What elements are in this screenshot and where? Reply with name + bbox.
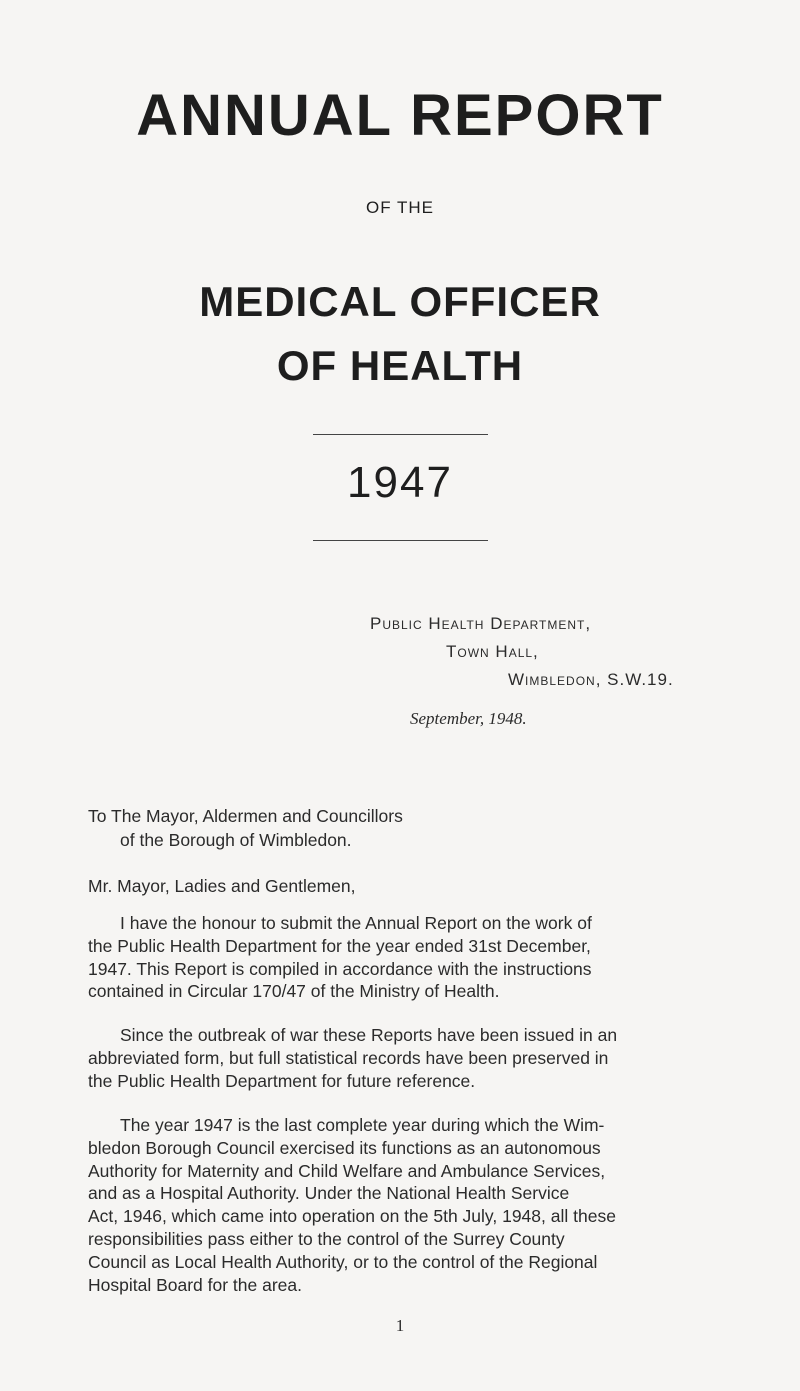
address-department: Public Health Department,	[370, 614, 592, 633]
paragraph-line: the Public Health Department for future reference.	[88, 1070, 476, 1091]
recipient-line-2: of the Borough of Wimbledon.	[120, 830, 352, 850]
paragraph-1	[88, 912, 736, 1003]
paragraph-line: The year 1947 is the last complete year during which the Wim-	[120, 1115, 605, 1135]
divider-bottom	[313, 540, 488, 541]
paragraph-line: I have the honour to submit the Annual Report on the work of	[120, 913, 592, 933]
paragraph-line: Hospital Board for the area.	[88, 1274, 303, 1295]
report-title: ANNUAL REPORT	[136, 83, 664, 148]
title-connector: OF THE	[365, 198, 435, 217]
paragraph-line: Act, 1946, which came into operation on the 5th July, 1948, all these	[88, 1206, 616, 1227]
paragraph-line: abbreviated form, but full statistical records have been preserved in	[88, 1047, 609, 1068]
paragraph-line: bledon Borough Council exercised its functions as an autonomous	[88, 1137, 601, 1158]
page-number: 1	[395, 1316, 405, 1335]
paragraph-line: the Public Health Department for the year ended 31st December,	[88, 935, 591, 956]
divider-top	[313, 434, 488, 435]
paragraph-line: and as a Hospital Authority. Under the National Health Service	[88, 1183, 570, 1204]
paragraph-3	[88, 1114, 736, 1296]
recipient-line-1: To The Mayor, Aldermen and Councillors	[88, 806, 403, 826]
paragraph-line: contained in Circular 170/47 of the Ministry of Health.	[88, 981, 500, 1002]
paragraph-line: Council as Local Health Authority, or to the control of the Regional	[88, 1251, 598, 1272]
paragraph-line: Since the outbreak of war these Reports have been issued in an	[120, 1025, 618, 1045]
salutation: Mr. Mayor, Ladies and Gentlemen,	[88, 876, 356, 896]
subtitle-line-2: OF HEALTH	[276, 342, 524, 389]
subtitle-line-1: MEDICAL OFFICER	[199, 278, 601, 325]
address-town: Wimbledon, S.W.19.	[508, 670, 674, 689]
paragraph-line: responsibilities pass either to the control of the Surrey County	[88, 1228, 565, 1249]
paragraph-line: 1947. This Report is compiled in accordance with the instructions	[88, 958, 592, 979]
report-year: 1947	[347, 458, 453, 507]
letter-date: September, 1948.	[410, 709, 527, 728]
paragraph-2	[88, 1024, 736, 1092]
address-building: Town Hall,	[446, 642, 539, 661]
paragraph-line: Authority for Maternity and Child Welfare and Ambulance Services,	[88, 1160, 606, 1181]
